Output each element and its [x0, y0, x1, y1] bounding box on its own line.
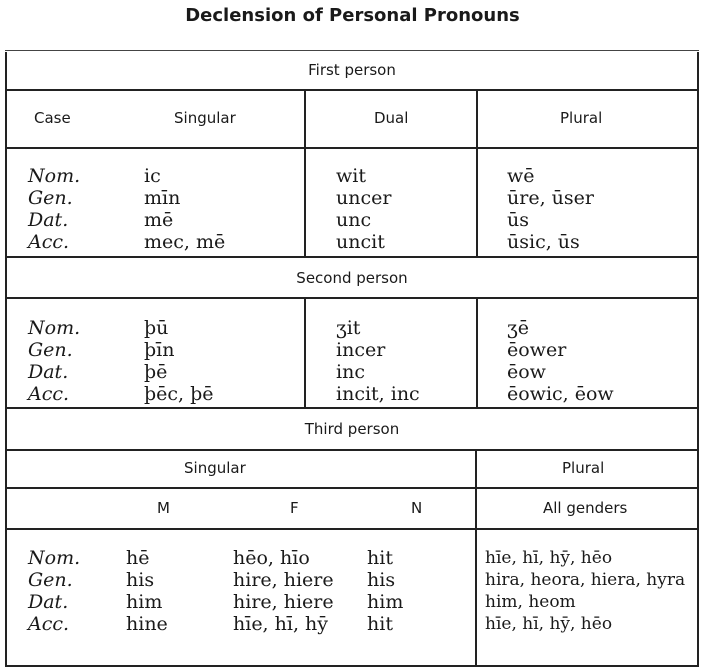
vrule-plural-2: [476, 149, 478, 256]
form-masculine: hine: [126, 613, 168, 635]
form-neuter: him: [367, 591, 404, 613]
column-all-genders: All genders: [543, 499, 628, 517]
form-masculine: hē: [126, 547, 150, 569]
form-masculine: him: [126, 591, 163, 613]
form-dual: unc: [336, 209, 372, 231]
third-person-heading: Third person: [304, 420, 400, 438]
second-person-heading: Second person: [296, 269, 408, 287]
form-plural: ēower: [507, 339, 567, 361]
form-singular: þū: [144, 317, 169, 339]
case-label: Dat.: [28, 209, 69, 231]
vrule-plural-1: [476, 91, 478, 147]
form-plural: hīe, hī, hȳ, hēo: [485, 614, 613, 634]
vrule-dual-1: [304, 91, 306, 147]
page-title: Declension of Personal Pronouns: [185, 5, 520, 26]
form-singular: ic: [144, 165, 161, 187]
case-label: Dat.: [28, 591, 69, 613]
form-feminine: hire, hiere: [233, 569, 334, 591]
form-singular: þēc, þē: [144, 383, 214, 405]
form-dual: uncit: [336, 231, 385, 253]
form-neuter: hit: [367, 613, 393, 635]
case-label: Nom.: [28, 317, 81, 339]
column-plural-group: Plural: [562, 459, 605, 477]
case-label: Gen.: [28, 339, 73, 361]
rule-third-columns: [7, 528, 697, 530]
vrule-plural-3: [476, 299, 478, 407]
form-neuter: hit: [367, 547, 393, 569]
form-feminine: hire, hiere: [233, 591, 334, 613]
form-feminine: hīe, hī, hȳ: [233, 613, 328, 635]
form-plural: ēowic, ēow: [507, 383, 614, 405]
case-label: Nom.: [28, 165, 81, 187]
column-feminine: F: [290, 499, 299, 517]
form-singular: mē: [144, 209, 174, 231]
form-plural: hira, heora, hiera, hyra: [485, 570, 686, 590]
column-dual: Dual: [374, 109, 409, 127]
vrule-third-plural: [475, 451, 477, 665]
column-singular-group: Singular: [184, 459, 246, 477]
column-masculine: M: [157, 499, 170, 517]
column-neuter: N: [411, 499, 423, 517]
form-plural: wē: [507, 165, 535, 187]
form-dual: incer: [336, 339, 386, 361]
rule-first-heading: [7, 89, 697, 91]
vrule-dual-2: [304, 149, 306, 256]
column-case: Case: [34, 109, 71, 127]
form-feminine: hēo, hīo: [233, 547, 310, 569]
rule-third-groups: [7, 487, 697, 489]
case-label: Acc.: [28, 383, 70, 405]
form-singular: þē: [144, 361, 168, 383]
form-singular: mīn: [144, 187, 181, 209]
rule-second-heading: [7, 297, 697, 299]
form-singular: þīn: [144, 339, 175, 361]
form-masculine: his: [126, 569, 155, 591]
form-plural: him, heom: [485, 592, 576, 612]
column-singular: Singular: [174, 109, 236, 127]
column-plural: Plural: [560, 109, 603, 127]
case-label: Gen.: [28, 569, 73, 591]
form-plural: ēow: [507, 361, 546, 383]
case-label: Acc.: [28, 231, 70, 253]
form-dual: incit, inc: [336, 383, 420, 405]
form-plural: hīe, hī, hȳ, hēo: [485, 548, 613, 568]
form-dual: uncer: [336, 187, 392, 209]
first-person-heading: First person: [308, 61, 396, 79]
case-label: Gen.: [28, 187, 73, 209]
form-plural: ūs: [507, 209, 529, 231]
rule-first-body: [7, 256, 697, 258]
form-dual: ʒit: [336, 317, 361, 339]
rule-first-columns: [7, 147, 697, 149]
vrule-dual-3: [304, 299, 306, 407]
form-dual: inc: [336, 361, 365, 383]
case-label: Nom.: [28, 547, 81, 569]
form-plural: ūre, ūser: [507, 187, 594, 209]
form-plural: ʒē: [507, 317, 529, 339]
case-label: Acc.: [28, 613, 70, 635]
form-singular: mec, mē: [144, 231, 226, 253]
form-neuter: his: [367, 569, 396, 591]
form-plural: ūsic, ūs: [507, 231, 580, 253]
case-label: Dat.: [28, 361, 69, 383]
form-dual: wit: [336, 165, 366, 187]
top-rule: [5, 50, 699, 51]
rule-second-body: [7, 407, 697, 409]
rule-third-heading: [7, 449, 697, 451]
